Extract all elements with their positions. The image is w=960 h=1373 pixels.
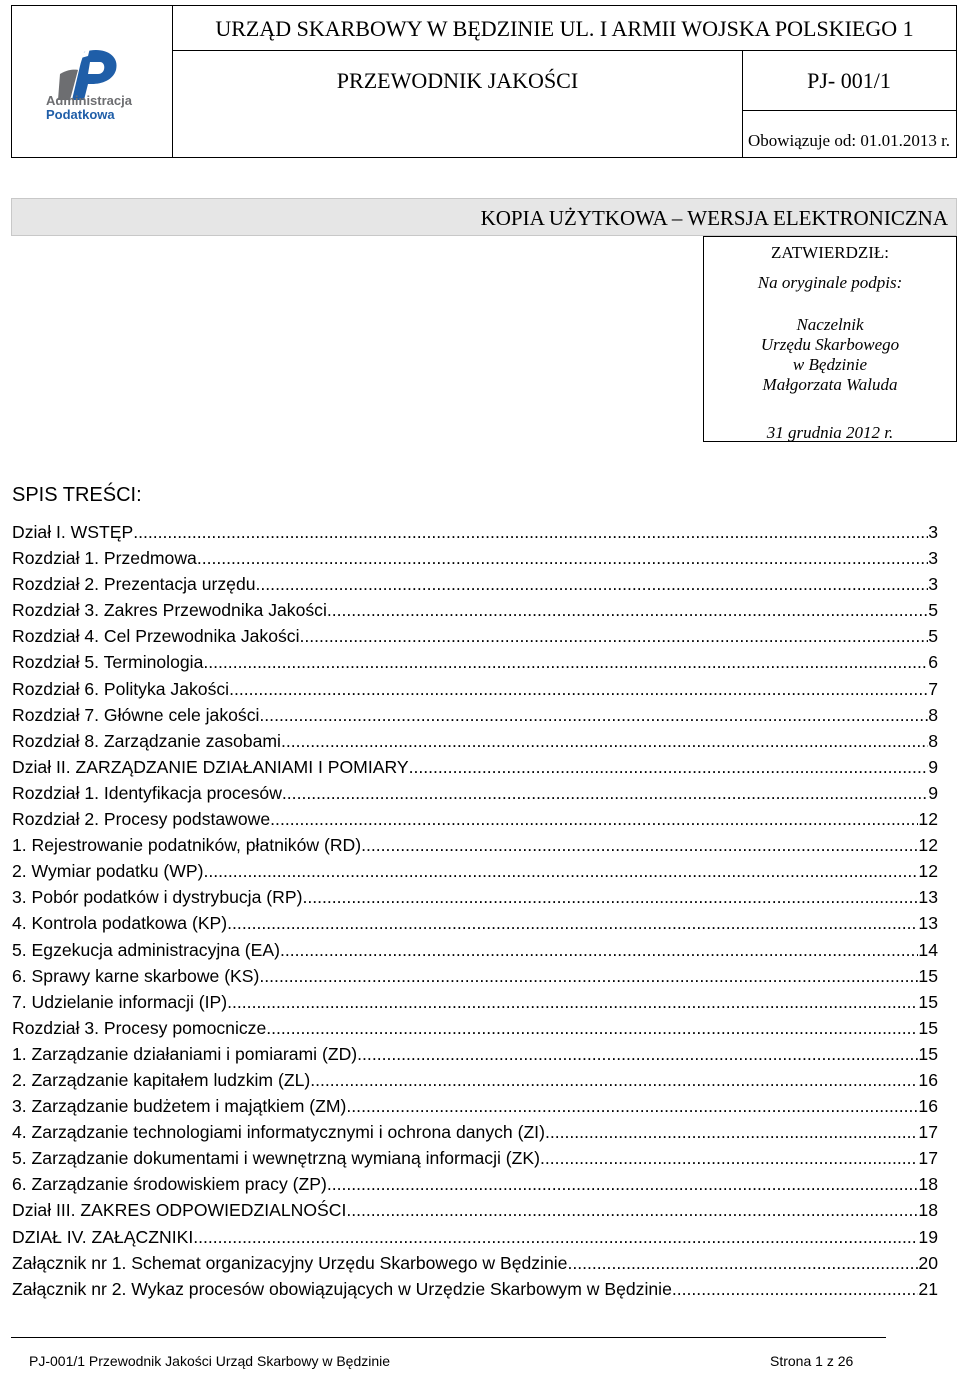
toc-leader-dots — [259, 963, 918, 989]
toc-entry-page: 20 — [918, 1252, 938, 1273]
toc-entry-title: 3. Pobór podatków i dystrybucja (RP) — [12, 887, 303, 908]
toc-leader-dots — [203, 649, 928, 675]
toc-entry-title: Dział I. WSTĘP — [12, 522, 134, 542]
toc-leader-dots — [327, 1171, 919, 1197]
toc-entry-title: Rozdział 1. Identyfikacja procesów — [12, 782, 282, 803]
toc-entry-title: Rozdział 3. Zakres Przewodnika Jakości — [12, 600, 327, 621]
table-of-contents — [12, 519, 938, 1302]
toc-entry-title: Rozdział 7. Główne cele jakości — [12, 704, 260, 725]
toc-entry-page: 12 — [918, 861, 938, 882]
toc-entry-page: 15 — [918, 1017, 938, 1038]
toc-leader-dots — [270, 806, 918, 832]
toc-entry[interactable] — [12, 1119, 938, 1145]
toc-entry[interactable] — [12, 937, 938, 963]
toc-entry[interactable] — [12, 832, 938, 858]
toc-entry[interactable] — [12, 1224, 938, 1250]
toc-entry[interactable] — [12, 597, 938, 623]
toc-entry-title: Dział III. ZAKRES ODPOWIEDZIALNOŚCI — [12, 1200, 347, 1221]
toc-entry-title: Rozdział 1. Przedmowa — [12, 548, 197, 569]
toc-entry-page: 14 — [918, 939, 938, 960]
document-code-cell — [742, 51, 956, 157]
toc-entry-title: Dział II. ZARZĄDZANIE DZIAŁANIAMI I POMIARY — [12, 756, 409, 777]
toc-entry-title: 5. Zarządzanie dokumentami i wewnętrzną wymianą informacji (ZK) — [12, 1148, 541, 1169]
toc-entry-title: Załącznik nr 2. Wykaz procesów obowiązujących w Urzędzie Skarbowym w Będzinie. — [12, 1278, 677, 1299]
toc-entry-title: Rozdział 3. Procesy pomocnicze — [12, 1017, 267, 1038]
toc-entry-title: Rozdział 6. Polityka Jakości — [12, 678, 230, 699]
toc-leader-dots — [229, 676, 928, 702]
toc-entry-page: 3 — [928, 522, 938, 542]
toc-entry-page: 16 — [918, 1069, 938, 1090]
toc-entry-page: 9 — [928, 756, 938, 777]
toc-entry-page: 18 — [918, 1174, 938, 1195]
header-right — [172, 5, 957, 158]
toc-leader-dots — [227, 910, 918, 936]
toc-entry[interactable] — [12, 1093, 938, 1119]
toc-leader-dots — [357, 1041, 918, 1067]
toc-entry[interactable] — [12, 1041, 938, 1067]
toc-entry-page: 5 — [928, 626, 938, 647]
toc-entry-page: 17 — [918, 1122, 938, 1143]
footer-document-name: PJ-001/1 Przewodnik Jakości Urząd Skarbowy w Będzinie — [29, 1353, 391, 1369]
header-row-2 — [172, 50, 957, 158]
signature-line-2: Urzędu Skarbowego — [760, 335, 900, 354]
toc-entry[interactable] — [12, 1276, 938, 1302]
toc-entry-page: 19 — [918, 1226, 938, 1247]
toc-entry-page: 9 — [928, 782, 938, 803]
toc-entry[interactable] — [12, 649, 938, 675]
signature-line-3: w Będzinie — [792, 355, 868, 374]
toc-entry-title: 6. Sprawy karne skarbowe (KS) — [12, 965, 260, 986]
toc-entry-page: 17 — [918, 1148, 938, 1169]
toc-entry[interactable] — [12, 910, 938, 936]
toc-entry-page: 6 — [928, 652, 938, 673]
toc-entry[interactable] — [12, 623, 938, 649]
logo-line-2: Podatkowa — [46, 107, 115, 122]
signature-line-1: Naczelnik — [796, 315, 864, 334]
toc-entry[interactable] — [12, 1015, 938, 1041]
toc-entry-page: 13 — [918, 887, 938, 908]
office-name: URZĄD SKARBOWY W BĘDZINIE UL. I ARMII WOJSKA POLSKIEGO 1 — [172, 5, 957, 51]
toc-leader-dots — [572, 1250, 918, 1276]
toc-leader-dots — [256, 571, 929, 597]
toc-entry-page: 12 — [918, 835, 938, 856]
toc-entry-title: Załącznik nr 1. Schemat organizacyjny Urzędu Skarbowego w Będzinie. — [12, 1252, 573, 1273]
toc-entry[interactable] — [12, 858, 938, 884]
toc-entry-title: Rozdział 2. Prezentacja urzędu — [12, 574, 256, 595]
toc-leader-dots — [310, 1067, 918, 1093]
toc-leader-dots — [545, 1119, 918, 1145]
approval-box — [703, 236, 957, 442]
toc-entry[interactable] — [12, 676, 938, 702]
toc-entry-page: 16 — [918, 1096, 938, 1117]
toc-leader-dots — [302, 884, 918, 910]
signature-line-4: Małgorzata Waluda — [762, 375, 898, 394]
toc-leader-dots — [677, 1276, 919, 1302]
toc-entry-title: 3. Zarządzanie budżetem i majątkiem (ZM) — [12, 1096, 347, 1117]
toc-entry[interactable] — [12, 545, 938, 571]
toc-entry-page: 13 — [918, 913, 938, 934]
approval-signature — [704, 315, 956, 395]
logo-line-1: Administracja — [46, 93, 132, 108]
toc-entry-title: 7. Udzielanie informacji (IP) — [12, 991, 228, 1012]
toc-entry[interactable] — [12, 1197, 938, 1223]
toc-entry[interactable] — [12, 1145, 938, 1171]
toc-entry-page: 15 — [918, 991, 938, 1012]
toc-leader-dots — [259, 702, 928, 728]
toc-entry-title: 4. Kontrola podatkowa (KP) — [12, 913, 228, 934]
toc-entry-title: Rozdział 2. Procesy podstawowe — [12, 809, 271, 830]
toc-entry-title: Rozdział 8. Zarządzanie zasobami — [12, 730, 281, 751]
toc-entry-page: 15 — [918, 965, 938, 986]
document-title: PRZEWODNIK JAKOŚCI — [173, 51, 743, 157]
document-code: PJ- 001/1 — [742, 51, 956, 111]
toc-entry-page: 12 — [918, 809, 938, 830]
toc-entry[interactable] — [12, 806, 938, 832]
toc-entry[interactable] — [12, 571, 938, 597]
toc-entry-page: 21 — [918, 1278, 938, 1299]
toc-entry-page: 15 — [918, 1043, 938, 1064]
toc-entry[interactable] — [12, 1171, 938, 1197]
toc-entry-title: 5. Egzekucja administracyjna (EA) — [12, 939, 280, 960]
approval-date: 31 grudnia 2012 r. — [766, 423, 894, 442]
approval-label: ZATWIERDZIŁ: — [770, 243, 890, 262]
toc-entry-page: 3 — [928, 548, 938, 569]
toc-entry[interactable] — [12, 1067, 938, 1093]
toc-leader-dots — [133, 519, 928, 545]
toc-entry-page: 3 — [928, 574, 938, 595]
toc-entry-page: 5 — [928, 600, 938, 621]
footer-page-number: Strona 1 z 26 — [770, 1353, 854, 1369]
toc-leader-dots — [282, 780, 928, 806]
toc-entry[interactable] — [12, 754, 938, 780]
toc-entry[interactable] — [12, 702, 938, 728]
toc-entry[interactable] — [12, 989, 938, 1015]
toc-leader-dots — [540, 1145, 918, 1171]
toc-leader-dots — [266, 1015, 918, 1041]
toc-entry-title: Rozdział 5. Terminologia — [12, 652, 204, 673]
toc-entry[interactable] — [12, 519, 938, 545]
toc-entry-page: 8 — [928, 730, 938, 751]
toc-leader-dots — [361, 832, 918, 858]
toc-entry-title: 6. Zarządzanie środowiskiem pracy (ZP) — [12, 1174, 327, 1195]
toc-leader-dots — [346, 1197, 918, 1223]
toc-leader-dots — [409, 754, 929, 780]
copy-banner: KOPIA UŻYTKOWA – WERSJA ELEKTRONICZNA — [11, 198, 957, 236]
toc-leader-dots — [203, 858, 918, 884]
logo-cell — [11, 5, 173, 158]
toc-entry-page: 7 — [928, 678, 938, 699]
toc-leader-dots — [197, 545, 928, 571]
toc-entry-title: 1. Rejestrowanie podatników, płatników (RD) — [12, 835, 362, 856]
toc-entry-title: 2. Zarządzanie kapitałem ludzkim (ZL) — [12, 1069, 311, 1090]
toc-title: SPIS TREŚCI: — [12, 484, 142, 506]
toc-leader-dots — [280, 937, 918, 963]
toc-entry-title: Rozdział 4. Cel Przewodnika Jakości — [12, 626, 300, 647]
toc-leader-dots — [193, 1224, 918, 1250]
approval-original-note: Na oryginale podpis: — [757, 273, 903, 292]
toc-entry[interactable] — [12, 728, 938, 754]
toc-leader-dots — [281, 728, 928, 754]
document-header — [11, 5, 957, 160]
toc-entry[interactable] — [12, 1250, 938, 1276]
valid-from: Obowiązuje od: 01.01.2013 r. — [747, 131, 951, 150]
toc-entry[interactable] — [12, 780, 938, 806]
toc-entry[interactable] — [12, 963, 938, 989]
toc-entry[interactable] — [12, 884, 938, 910]
toc-entry-page: 8 — [928, 704, 938, 725]
toc-entry-title: DZIAŁ IV. ZAŁĄCZNIKI — [12, 1226, 194, 1247]
toc-entry-title: 1. Zarządzanie działaniami i pomiarami (ZD) — [12, 1043, 358, 1064]
toc-entry-title: 4. Zarządzanie technologiami informatycznymi i ochrona danych (ZI) — [12, 1122, 545, 1143]
toc-leader-dots — [346, 1093, 918, 1119]
toc-entry-page: 18 — [918, 1200, 938, 1221]
toc-leader-dots — [227, 989, 918, 1015]
logo-text — [46, 94, 132, 122]
footer-divider — [11, 1337, 886, 1338]
toc-entry-title: 2. Wymiar podatku (WP) — [12, 861, 204, 882]
toc-leader-dots — [327, 597, 928, 623]
toc-leader-dots — [300, 623, 929, 649]
